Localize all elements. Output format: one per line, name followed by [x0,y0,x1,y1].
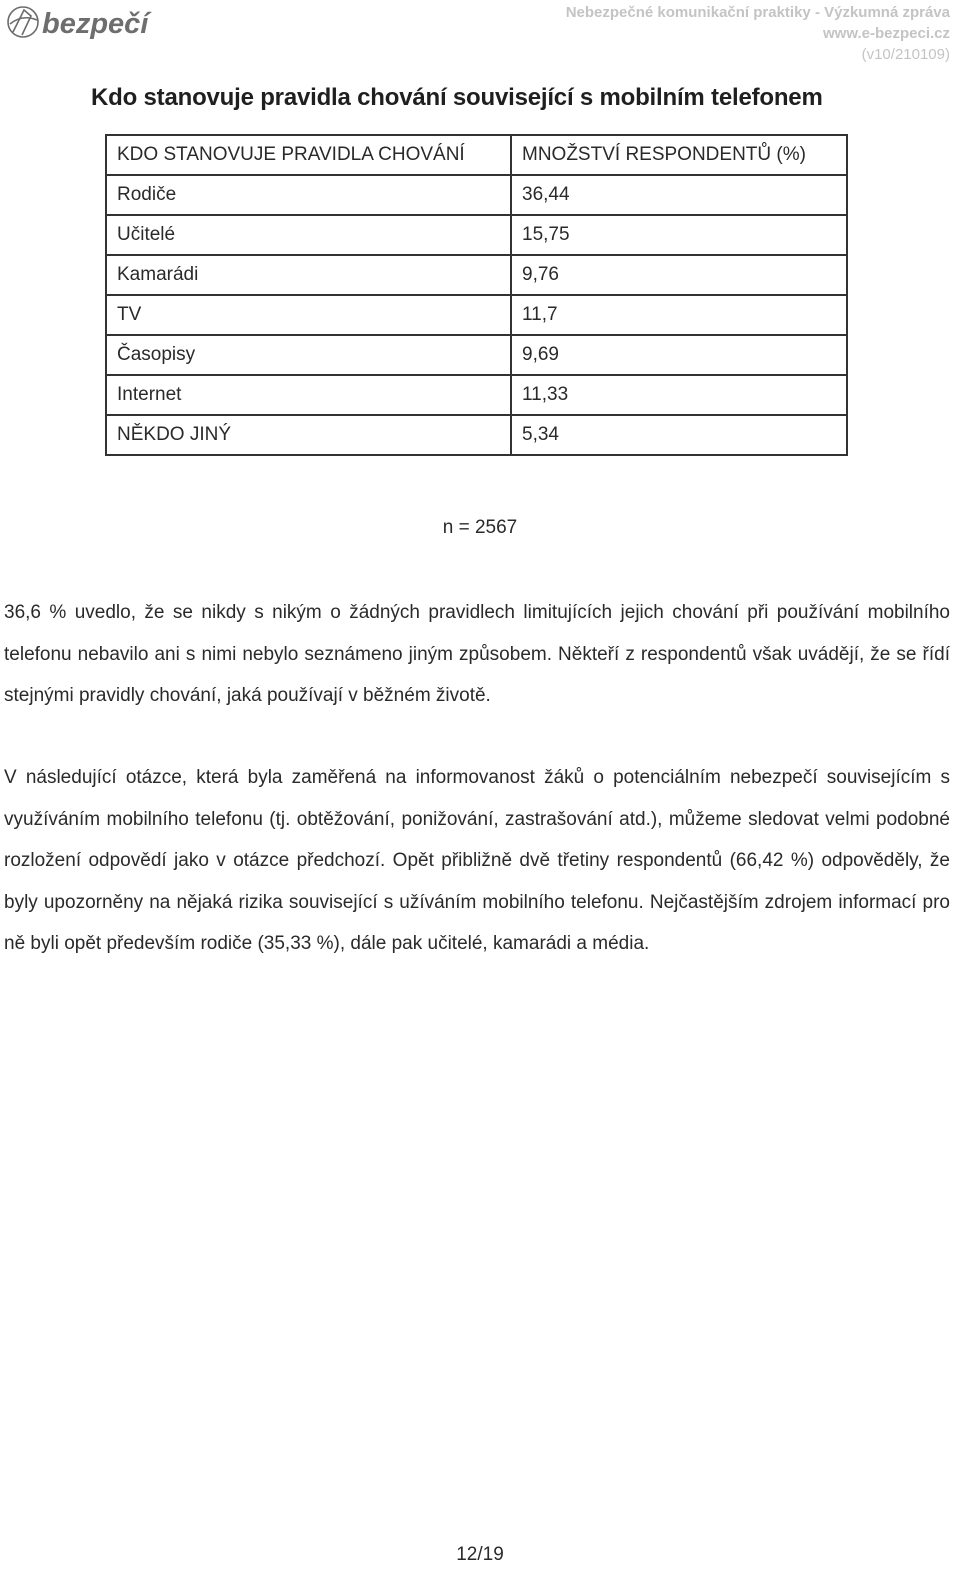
table-cell-source: NĚKDO JINÝ [106,415,511,455]
table-cell-source: Časopisy [106,335,511,375]
bezpeci-logo [4,2,154,42]
table-cell-source: Učitelé [106,215,511,255]
table-row [106,295,847,335]
table-row [106,375,847,415]
table-cell-source: Internet [106,375,511,415]
table-cell-source: TV [106,295,511,335]
table-cell-percent: 9,76 [511,255,847,295]
table-row [106,335,847,375]
table-row [106,175,847,215]
body-paragraph: 36,6 % uvedlo, že se nikdy s nikým o žádných pravidlech limitujících jejich chování při používání mobilního telefonu nebavilo ani s nimi nebylo seznámeno jiným způsobem. Někteří z respondentů však uvádějí, že se řídí stejnými pravidly chování, jaká používají v běžném životě. [4,602,950,706]
table-cell-percent: 11,7 [511,295,847,335]
table-cell-percent: 11,33 [511,375,847,415]
table-row [106,415,847,455]
website-link[interactable]: www.e-bezpeci.cz [823,25,950,42]
table-cell-percent: 36,44 [511,175,847,215]
logo-text: bezpečí [42,8,149,40]
rules-table [105,134,848,456]
logo-graphic [4,2,154,42]
page-title: Kdo stanovuje pravidla chování související s mobilním telefonem [91,84,823,111]
column-header: KDO STANOVUJE PRAVIDLA CHOVÁNÍ [106,135,511,175]
table-row [106,255,847,295]
table-cell-source: Kamarádi [106,255,511,295]
table-cell-source: Rodiče [106,175,511,215]
table-row [106,215,847,255]
table-header-row [106,135,847,175]
table-cell-percent: 9,69 [511,335,847,375]
table-cell-percent: 5,34 [511,415,847,455]
page-number: 12/19 [456,1544,504,1565]
report-title: Nebezpečné komunikační praktiky - Výzkumná zpráva [565,4,950,21]
sample-size-caption: n = 2567 [442,517,518,538]
page-header [566,2,950,65]
table-cell-percent: 15,75 [511,215,847,255]
version-label: (v10/210109) [861,46,950,63]
body-paragraph: V následující otázce, která byla zaměřená na informovanost žáků o potenciálním nebezpečí souvisejícím s využíváním mobilního telefonu (tj. obtěžování, ponižování, zastrašování atd.), můžeme sledovat velmi podobné rozložení odpovědí jako v otázce předchozí. Opět přibližně dvě třetiny respondentů (66,42 %) odpověděly, že byly upozorněny na nějaká rizika související s užíváním mobilního telefonu. Nejčastějším zdrojem informací pro ně byli opět především rodiče (35,33 %), dále pak učitelé, kamarádi a média. [4,767,950,954]
column-header: MNOŽSTVÍ RESPONDENTŮ (%) [511,135,847,175]
